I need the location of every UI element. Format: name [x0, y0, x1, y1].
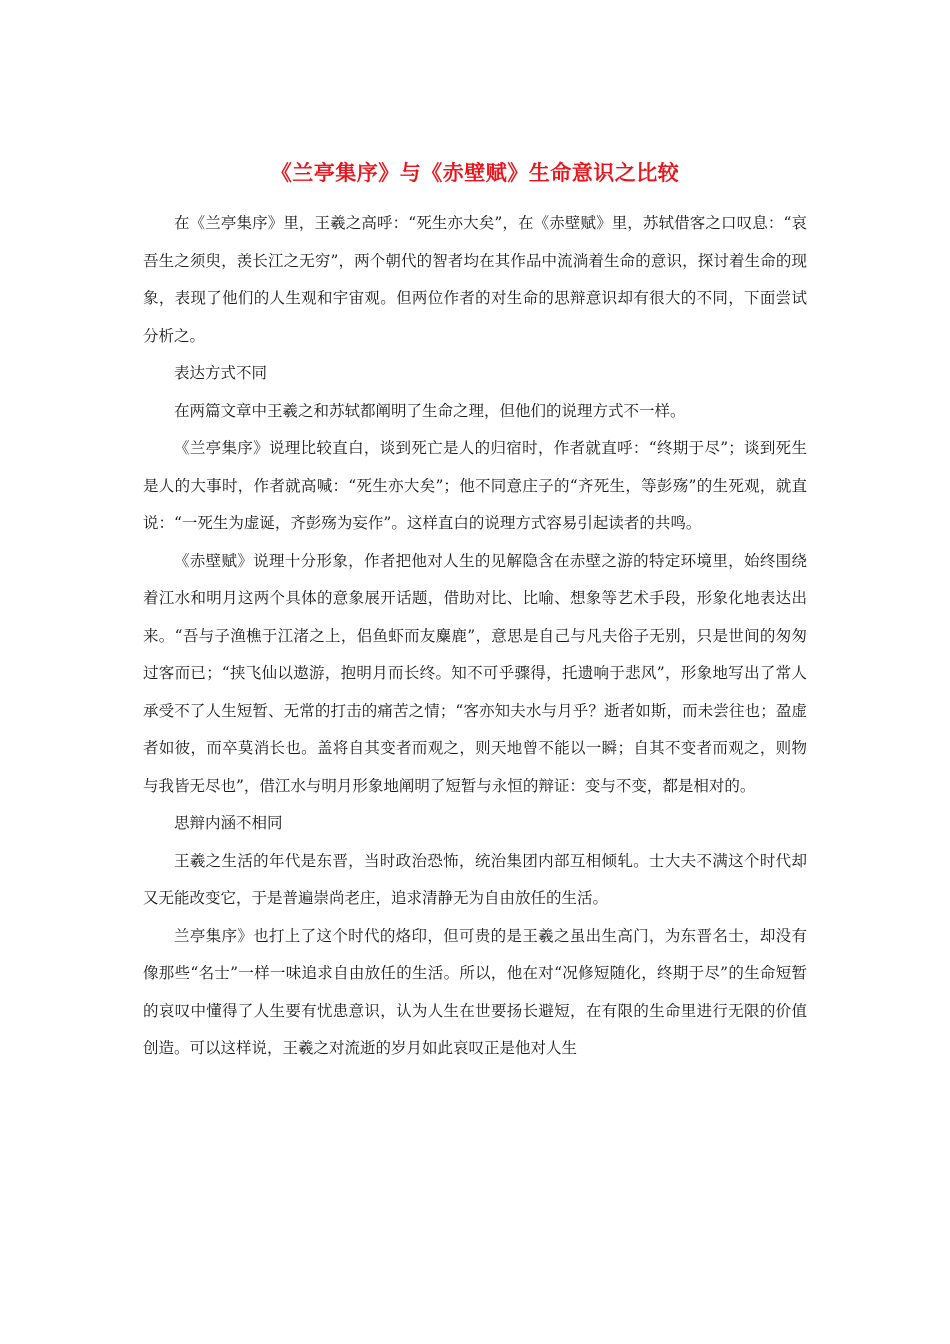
paragraph-eastern-jin: 王羲之生活的年代是东晋，当时政治恐怖，统治集团内部互相倾轧。士大夫不满这个时代却又无能改变它，于是普遍崇尚老庄，追求清静无为自由放任的生活。 — [143, 851, 807, 907]
section-heading-expression: 表达方式不同 — [174, 364, 268, 382]
paragraph-lanting-direct: 《兰亭集序》说理比较直白，谈到死亡是人的归宿时，作者就直呼：“终期于尽”；谈到死生是人的大事时，作者就高喊：“死生亦大矣”；他不同意庄子的“齐死生，等彭殇”的生死观，就直说：“一死生为虚诞，齐彭殇为妄作”。这样直白的说理方式容易引起读者的共鸣。 — [143, 439, 807, 532]
document-body — [143, 205, 807, 1068]
section-heading-connotation: 思辩内涵不相同 — [174, 814, 283, 832]
paragraph-expression-summary: 在两篇文章中王羲之和苏轼都阐明了生命之理，但他们的说理方式不一样。 — [174, 401, 686, 420]
paragraph-intro: 在《兰亭集序》里，王羲之高呼：“死生亦大矣”，在《赤壁赋》里，苏轼借客之口叹息：“哀吾生之须臾，羡长江之无穷”，两个朝代的智者均在其作品中流淌着生命的意识，探讨着生命的现象，表现了他们的人生观和宇宙观。但两位作者的对生命的思辩意识却有很大的不同，下面尝试分析之。 — [143, 214, 807, 345]
paragraph-chibi-vivid: 《赤壁赋》说理十分形象，作者把他对人生的见解隐含在赤壁之游的特定环境里，始终围绕着江水和明月这两个具体的意象展开话题，借助对比、比喻、想象等艺术手段，形象化地表达出来。“吾与子渔樵于江渚之上，侣鱼虾而友麋鹿”，意思是自己与凡夫俗子无别，只是世间的匆匆过客而已；“挟飞仙以遨游，抱明月而长终。知不可乎骤得，托遗响于悲风”，形象地写出了常人承受不了人生短暂、无常的打击的痛苦之情；“客亦知夫水与月乎？逝者如斯，而未尝往也；盈虚者如彼，而卒莫消长也。盖将自其变者而观之，则天地曾不能以一瞬；自其不变者而观之，则物与我皆无尽也”，借江水与明月形象地阐明了短暂与永恒的辩证：变与不变，都是相对的。 — [143, 551, 807, 795]
paragraph-lanting-era: 兰亭集序》也打上了这个时代的烙印，但可贵的是王羲之虽出生高门，为东晋名士，却没有像那些“名士”一样一味追求自由放任的生活。所以，他在对“况修短随化，终期于尽”的生命短暂的哀叹中懂得了人生要有忧患意识，认为人生在世要扬长避短，在有限的生命里进行无限的价值创造。可以这样说，王羲之对流逝的岁月如此哀叹正是他对人生 — [143, 926, 807, 1057]
page-title: 《兰亭集序》与《赤壁赋》生命意识之比较 — [270, 160, 680, 186]
